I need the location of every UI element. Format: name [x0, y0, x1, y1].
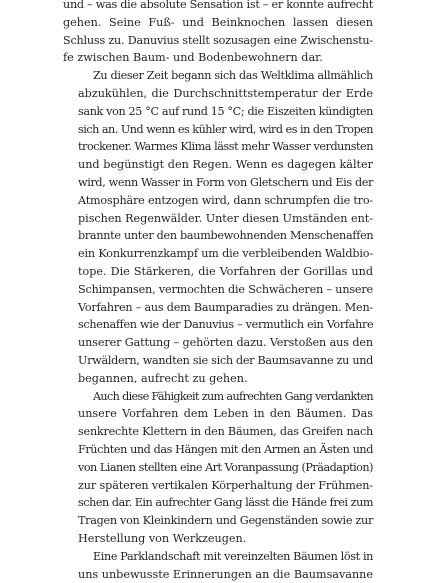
text-line: ein Konkurrenzkampf um die verbleibenden Waldbio- [63, 245, 373, 263]
text-line: von Lianen stellten eine Art Voranpassung (Präadaption) [63, 459, 373, 477]
text-line: Eine Parklandschaft mit vereinzelten Bäumen löst in [63, 548, 373, 566]
text-line: zur späteren vertikalen Körperhaltung der Frühmen- [63, 477, 373, 495]
text-line: unserer Gattung – gehörten dazu. Verstoßen aus den [63, 334, 373, 352]
text-line: sank von 25 °C auf rund 15 °C; die Eiszeiten kündigten [63, 103, 373, 121]
text-line: Atmosphäre entzogen wird, dann schrumpfen die tro- [63, 192, 373, 210]
text-line: senkrechte Klettern in den Bäumen, das Greifen nach [63, 423, 373, 441]
text-line: Schluss zu. Danuvius stellt sozusagen eine Zwischenstu- [63, 32, 373, 50]
text-line: unsere Vorfahren dem Leben in den Bäumen. Das [63, 405, 373, 423]
text-line: uns unbewusste Erinnerungen an die Baumsavanne [63, 566, 373, 583]
text-line: Schimpansen, vermochten die Schwächeren – unsere [63, 281, 373, 299]
text-line: schenaffen wie der Danuvius – vermutlich ein Vorfahre [63, 316, 373, 334]
paragraph [63, 0, 373, 67]
text-line: Vorfahren – aus dem Baumparadies zu drängen. Men- [63, 299, 373, 317]
text-line: und – was die absolute Sensation ist – er konnte aufrecht [63, 0, 373, 14]
paragraph [63, 388, 373, 548]
body-text [63, 0, 373, 583]
text-line: Zu dieser Zeit begann sich das Weltklima allmählich [63, 67, 373, 85]
text-line: tope. Die Stärkeren, die Vorfahren der Gorillas und [63, 263, 373, 281]
text-line: abzukühlen, die Durchschnittstemperatur der Erde [63, 85, 373, 103]
text-line: wird, wenn Wasser in Form von Gletschern und Eis der [63, 174, 373, 192]
text-line: und begünstigt den Regen. Wenn es dagegen kälter [63, 156, 373, 174]
text-line: Urwäldern, wandten sie sich der Baumsavanne zu und [63, 352, 373, 370]
text-line: sich an. Und wenn es kühler wird, wird es in den Tropen [63, 121, 373, 139]
text-line: fe zwischen Baum- und Bodenbewohnern dar. [63, 49, 373, 67]
text-line: gehen. Seine Fuß- und Beinknochen lassen diesen [63, 14, 373, 32]
text-line: Auch diese Fähigkeit zum aufrechten Gang verdankten [63, 388, 373, 406]
paragraph [63, 548, 373, 583]
text-line: Früchten und das Hängen mit den Armen an Ästen und [63, 441, 373, 459]
text-line: Tragen von Kleinkindern und Gegenständen sowie zur [63, 512, 373, 530]
text-line: trockener. Warmes Klima lässt mehr Wasser verdunsten [63, 138, 373, 156]
text-line: Herstellung von Werkzeugen. [63, 530, 373, 548]
text-line: schen dar. Ein aufrechter Gang lässt die Hände frei zum [63, 494, 373, 512]
text-line: pischen Regenwälder. Unter diesen Umständen ent- [63, 210, 373, 228]
paragraph [63, 67, 373, 387]
text-line: brannte unter den baumbewohnenden Menschenaffen [63, 227, 373, 245]
text-line: begannen, aufrecht zu gehen. [63, 370, 373, 388]
